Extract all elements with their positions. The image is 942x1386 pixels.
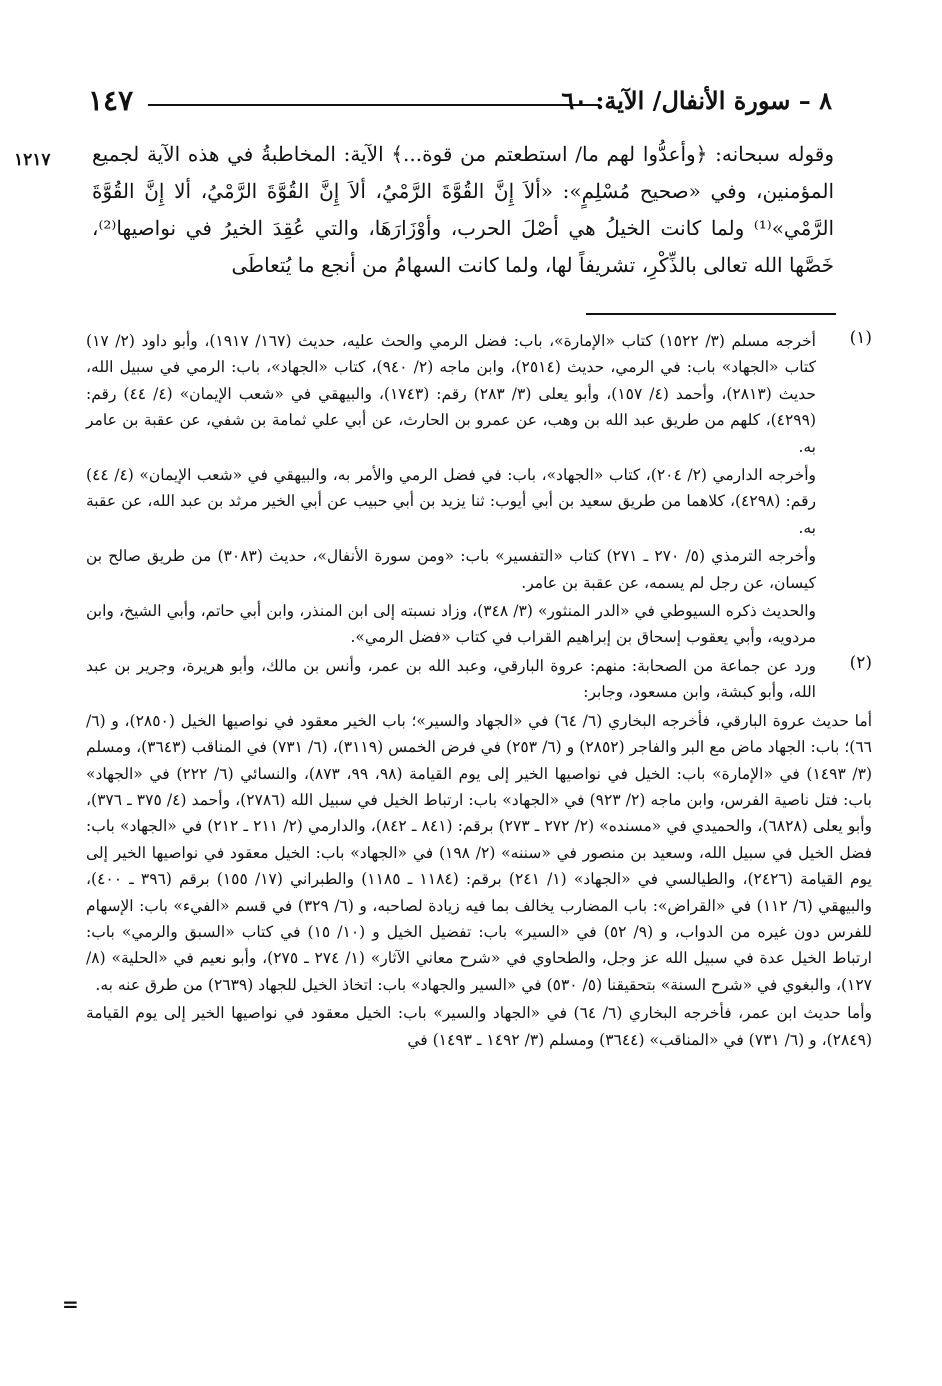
footnote-separator	[586, 313, 836, 315]
header-rule	[148, 104, 600, 106]
continuation-mark: =	[62, 1292, 79, 1316]
main-paragraph: وقوله سبحانه: ﴿وأعدُّوا لهم ما/ استطعتم من قوة...﴾ الآية: المخاطبةُ في هذه الآية لجميع المؤمنين، وفي «صحيح مُسْلِمٍ»: «ألاَ إِنَّ القُوَّةَ الرَّمْيُ، ألاَ إِنَّ القُوَّةَ الرَّمْيُ، ألا إِنَّ القُوَّةَ الرَّمْي»⁽¹⁾ ولما كانت الخيلُ هي أصْلَ الحرب، وأوْزَارَهَا، والتي عُقِدَ الخيرُ في نواصيها⁽²⁾، خَصَّها الله تعالى بالذِّكْرِ، تشريفاً لها، ولما كانت السهامُ من أنجع ما يُتعاطَى	[92, 142, 834, 277]
footnote-paragraph: وأما حديث ابن عمر، فأخرجه البخاري (٦/ ٦٤) في «الجهاد والسير» باب: الخيل معقود في نواصيها الخير إلى يوم القيامة (٢٨٤٩)، و (٦/ ٧٣١) في «المناقب» (٣٦٤٤) ومسلم (٣/ ١٤٩٢ ـ ١٤٩٣) في	[86, 1004, 872, 1049]
page-number: ١٤٧	[88, 84, 134, 117]
page-header	[88, 84, 832, 124]
footnote-paragraph: أما حديث عروة البارقي، فأخرجه البخاري (٦/ ٦٤) في «الجهاد والسير»؛ باب الخير معقود في نواصيها الخيل (٢٨٥٠)، و (٦/ ٦٦)؛ باب: الجهاد ماض مع البر والفاجر (٢٨٥٢) و (٦/ ٢٥٣) في فرض الخمس (٣١١٩)، (٦/ ٧٣١) في المناقب (٣٦٤٣)، ومسلم (٣/ ١٤٩٣) في «الإمارة» باب: الخيل في نواصيها الخير إلى يوم القيامة (٩٨، ٩٩، ٨٧٣)، والنسائي (٦/ ٢٢٢) في «الجهاد» باب: فتل ناصية الفرس، وابن ماجه (٢/ ٩٢٣) في «الجهاد» باب: ارتباط الخيل في سبيل الله (٢٧٨٦)، وأحمد (٤/ ٣٧٥ ـ ٣٧٦)، وأبو يعلى (٦٨٢٨)، والحميدي في «مسنده» (٢/ ٢٧٢ ـ ٢٧٣) برقم: (٨٤١ ـ ٨٤٢)، والدارمي (٢/ ٢١١ ـ ٢١٢) في «الجهاد» باب: فضل الخيل في سبيل الله، وسعيد بن منصور في «سننه» (٢/ ١٩٨) في «الجهاد» باب: الخيل معقود في نواصيها الخير إلى يوم القيامة (٢٤٢٦)، والطيالسي في «الجهاد» (١/ ٢٤١) برقم: (١١٨٤ ـ ١١٨٥) والطبراني (١٧/ ١٥٥) برقم (٣٩٦ ـ ٤٠٠)، والبيهقي (٦/ ١١٢) في «القراض»: باب المضارب يخالف بما فيه زيادة لصاحبه، و (٦/ ٣٢٩) في قسم «الفيء» باب: الإسهام للفرس دون غيره من الدواب، و (٩/ ٥٢) في «السير» باب: تفضيل الخيل و (١٠/ ١٥) في كتاب «السبق والرمي» باب: ارتباط الخيل عدة في سبيل الله عز وجل، والطحاوي في «شرح معاني الآثار» (١/ ٢٧٤ ـ ٢٧٥)، وأبو نعيم في «الحلية» (٨/ ١٢٧)، والبغوي في «شرح السنة» بتحقيقنا (٥/ ٥٣٠) في «السير والجهاد» باب: اتخاذ الخيل للجهاد (٢٦٣٩) من طرق عنه به.	[86, 711, 873, 994]
footnote-1	[86, 328, 872, 651]
footnote-number: (٢)	[849, 652, 872, 673]
footnote-body	[86, 328, 816, 651]
margin-reference-number: ١٢١٧	[14, 150, 51, 170]
footnote-intro: ورد عن جماعة من الصحابة: منهم: عروة البارقي، وعبد الله بن عمر، وأنس بن مالك، وأبو هريرة، وجرير بن عبد الله، وأبو كبشة، وابن مسعود، وجابر:	[86, 656, 816, 702]
footnote-paragraph: وأخرجه الدارمي (٢/ ٢٠٤)، كتاب «الجهاد»، باب: في فضل الرمي والأمر به، والبيهقي في «شعب الإيمان» (٤/ ٤٤) رقم: (٤٢٩٨)، كلاهما من طريق سعيد بن أبي أيوب: ثنا يزيد بن أبي حبيب عن أبي الخير مرثد بن عبد الله، عن عقبة به.	[86, 466, 816, 537]
running-title: ٨ – سورة الأنفال/ الآية: ٦٠	[561, 86, 832, 115]
main-text	[92, 136, 834, 284]
footnote-2	[86, 653, 872, 1053]
footnote-paragraph: وأخرجه الترمذي (٥/ ٢٧٠ ـ ٢٧١) كتاب «التفسير» باب: «ومن سورة الأنفال»، حديث (٣٠٨٣) من طريق صالح بن كيسان، عن رجل لم يسمه، عن عقبة بن عامر.	[86, 547, 816, 592]
footnote-body	[86, 653, 873, 1053]
footnote-number: (١)	[849, 328, 872, 348]
footnote-paragraph: أخرجه مسلم (٣/ ١٥٢٢) كتاب «الإمارة»، باب: فضل الرمي والحث عليه، حديث (١٦٧/ ١٩١٧)، وأبو داود (٢/ ١٧) كتاب «الجهاد» باب: في الرمي، حديث (٢٥١٤)، وابن ماجه (٢/ ٩٤٠)، كتاب «الجهاد»، باب: الرمي في سبيل الله، حديث (٢٨١٣)، وأحمد (٤/ ١٥٧)، وأبو يعلى (٣/ ٢٨٣) رقم: (١٧٤٣)، والبيهقي في «شعب الإيمان» (٤/ ٤٤) رقم: (٤٢٩٩)، كلهم من طريق عبد الله بن وهب، عن عمرو بن الحارث، عن أبي علي ثمامة بن شفي، عن عقبة بن عامر به.	[86, 332, 817, 456]
footnotes	[86, 328, 872, 1055]
footnote-paragraph: والحديث ذكره السيوطي في «الدر المنثور» (٣/ ٣٤٨)، وزاد نسبته إلى ابن المنذر، وابن أبي حاتم، وأبي الشيخ، وابن مردويه، وأبي يعقوب إسحاق بن إبراهيم القراب في كتاب «فضل الرمي».	[86, 602, 816, 647]
